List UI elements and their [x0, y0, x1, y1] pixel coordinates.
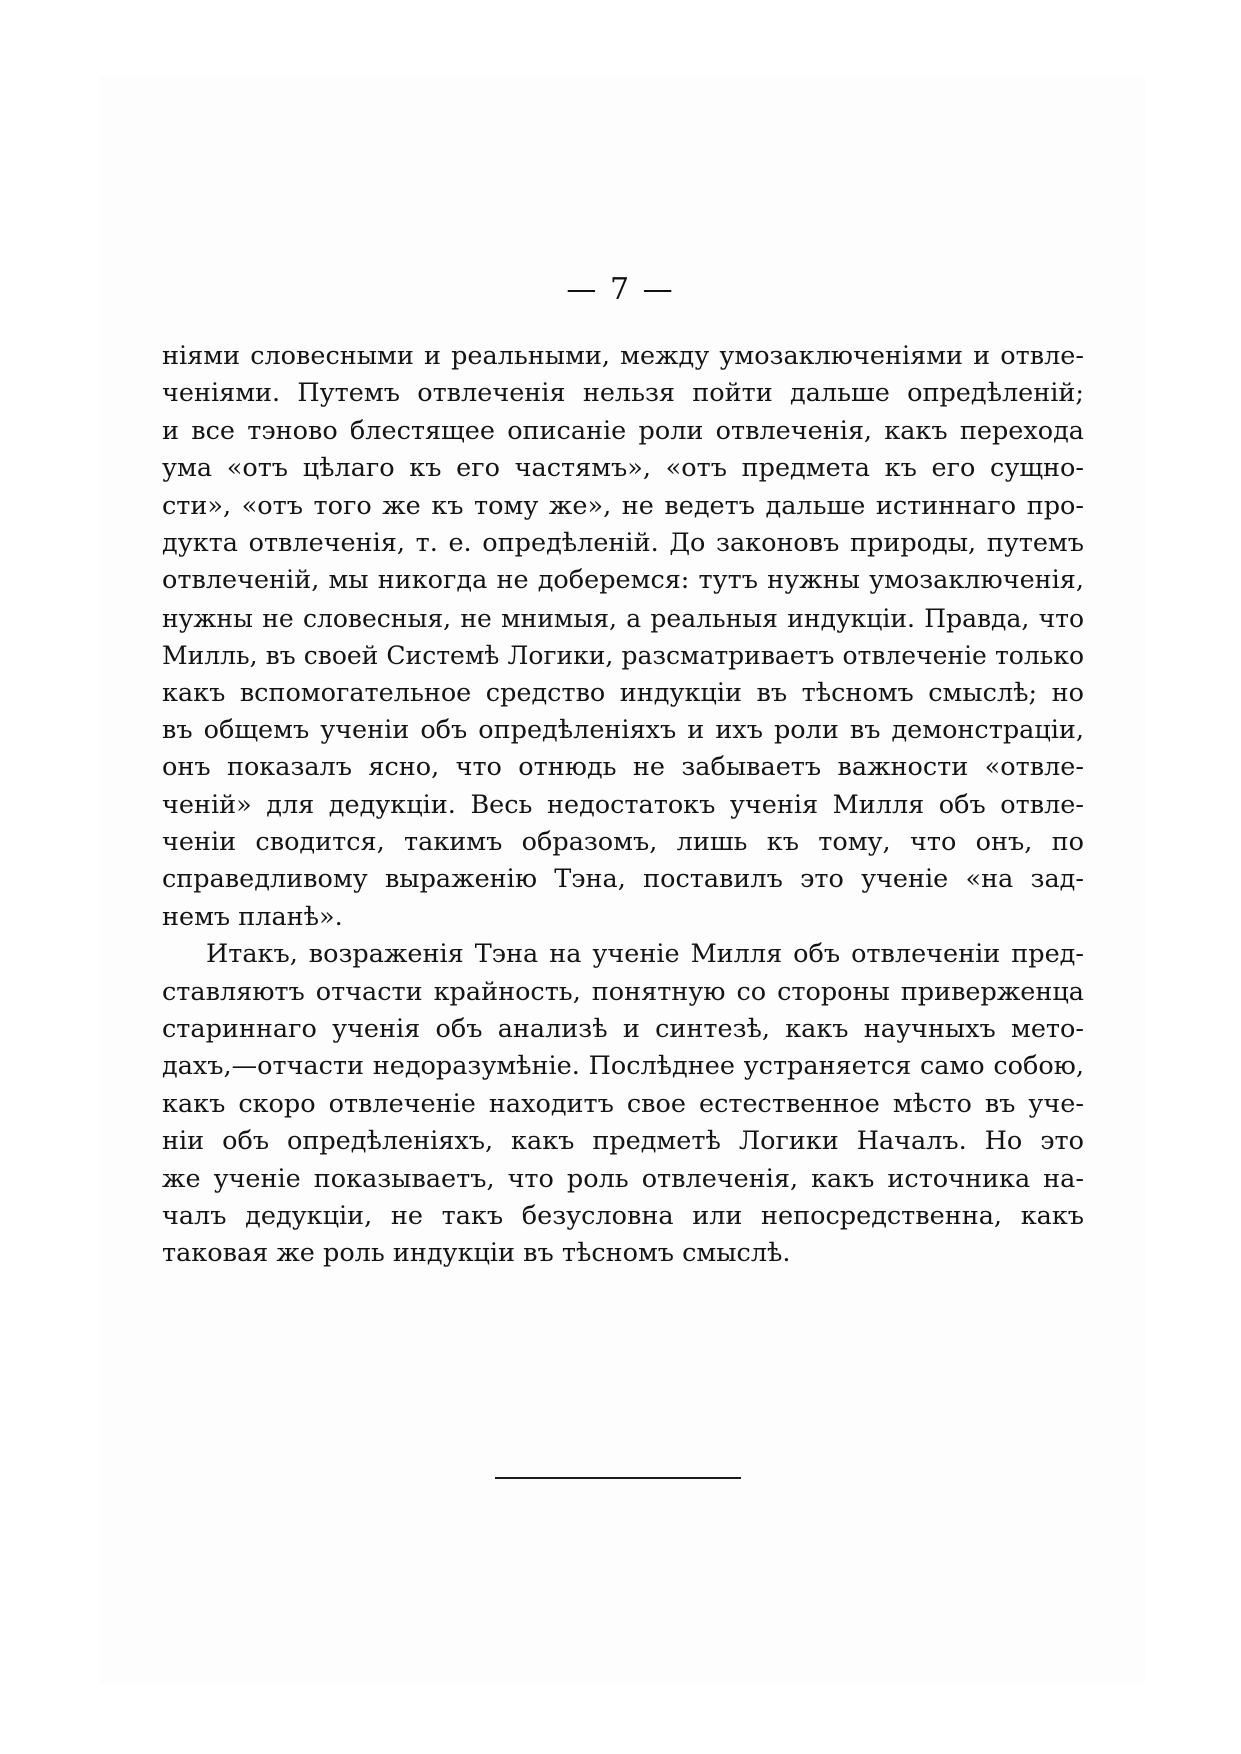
text-line: ніи объ опредѣленіяхъ, какъ предметѣ Логики Началъ. Но это [162, 1126, 1084, 1157]
text-line: ченій» для дедукціи. Весь недостатокъ ученія Милля объ отвле- [162, 789, 1084, 820]
text-line: чалъ дедукціи, не такъ безусловна или непосредственна, какъ [162, 1200, 1084, 1231]
section-end-rule [495, 1477, 741, 1479]
text-line: ставляютъ отчасти крайность, понятную со стороны приверженца [162, 976, 1084, 1007]
text-line: Милль, въ своей Системѣ Логики, разсматриваетъ отвлеченіе только [162, 641, 1084, 671]
page-number: — 7 — [566, 272, 675, 307]
text-line: нужны не словесныя, не мнимыя, а реальныя индукціи. Правда, что [162, 603, 1084, 633]
text-line: стариннаго ученія объ анализѣ и синтезѣ, какъ научныхъ мето- [162, 1014, 1084, 1045]
text-line: ума «отъ цѣлаго къ его частямъ», «отъ предмета къ его сущно- [162, 453, 1084, 484]
paragraph-end-line: немъ планѣ». [162, 901, 343, 932]
text-line: какъ вспомогательное средство индукціи въ тѣсномъ смыслѣ; но [162, 677, 1084, 708]
text-line: дахъ,—отчасти недоразумѣніе. Послѣднее устраняется само собою, [162, 1051, 1084, 1082]
text-line: ніями словесными и реальными, между умозаключеніями и отвле- [162, 341, 1084, 371]
paragraph-end-line: таковая же роль индукціи въ тѣсномъ смыслѣ. [162, 1238, 791, 1269]
text-line: какъ скоро отвлеченіе находитъ свое естественное мѣсто въ уче- [162, 1088, 1084, 1119]
text-line: и все тэново блестящее описаніе роли отвлеченія, какъ перехода [162, 415, 1084, 446]
paragraph-first-line: Итакъ, возраженія Тэна на ученіе Милля объ отвлеченіи пред- [206, 939, 1084, 970]
text-line: справедливому выраженію Тэна, поставилъ это ученіе «на зад- [162, 864, 1084, 895]
text-line: въ общемъ ученіи объ опредѣленіяхъ и ихъ роли въ демонстраціи, [162, 714, 1084, 745]
text-line: ченіи сводится, такимъ образомъ, лишь къ тому, что онъ, по [162, 827, 1084, 858]
text-line: сти», «отъ того же къ тому же», не ведетъ дальше истиннаго про- [162, 490, 1084, 521]
body-text [162, 338, 1084, 1273]
text-line: отвлеченій, мы никогда не доберемся: тутъ нужны умозаключенія, [162, 565, 1084, 596]
text-line: ченіями. Путемъ отвлеченія нельзя пойти дальше опредѣленій; [162, 378, 1084, 409]
text-line: онъ показалъ ясно, что отнюдь не забываетъ важности «отвле- [162, 752, 1084, 783]
text-line: же ученіе показываетъ, что роль отвлеченія, какъ источника на- [162, 1163, 1084, 1194]
text-line: дукта отвлеченія, т. е. опредѣленій. До законовъ природы, путемъ [162, 527, 1084, 558]
